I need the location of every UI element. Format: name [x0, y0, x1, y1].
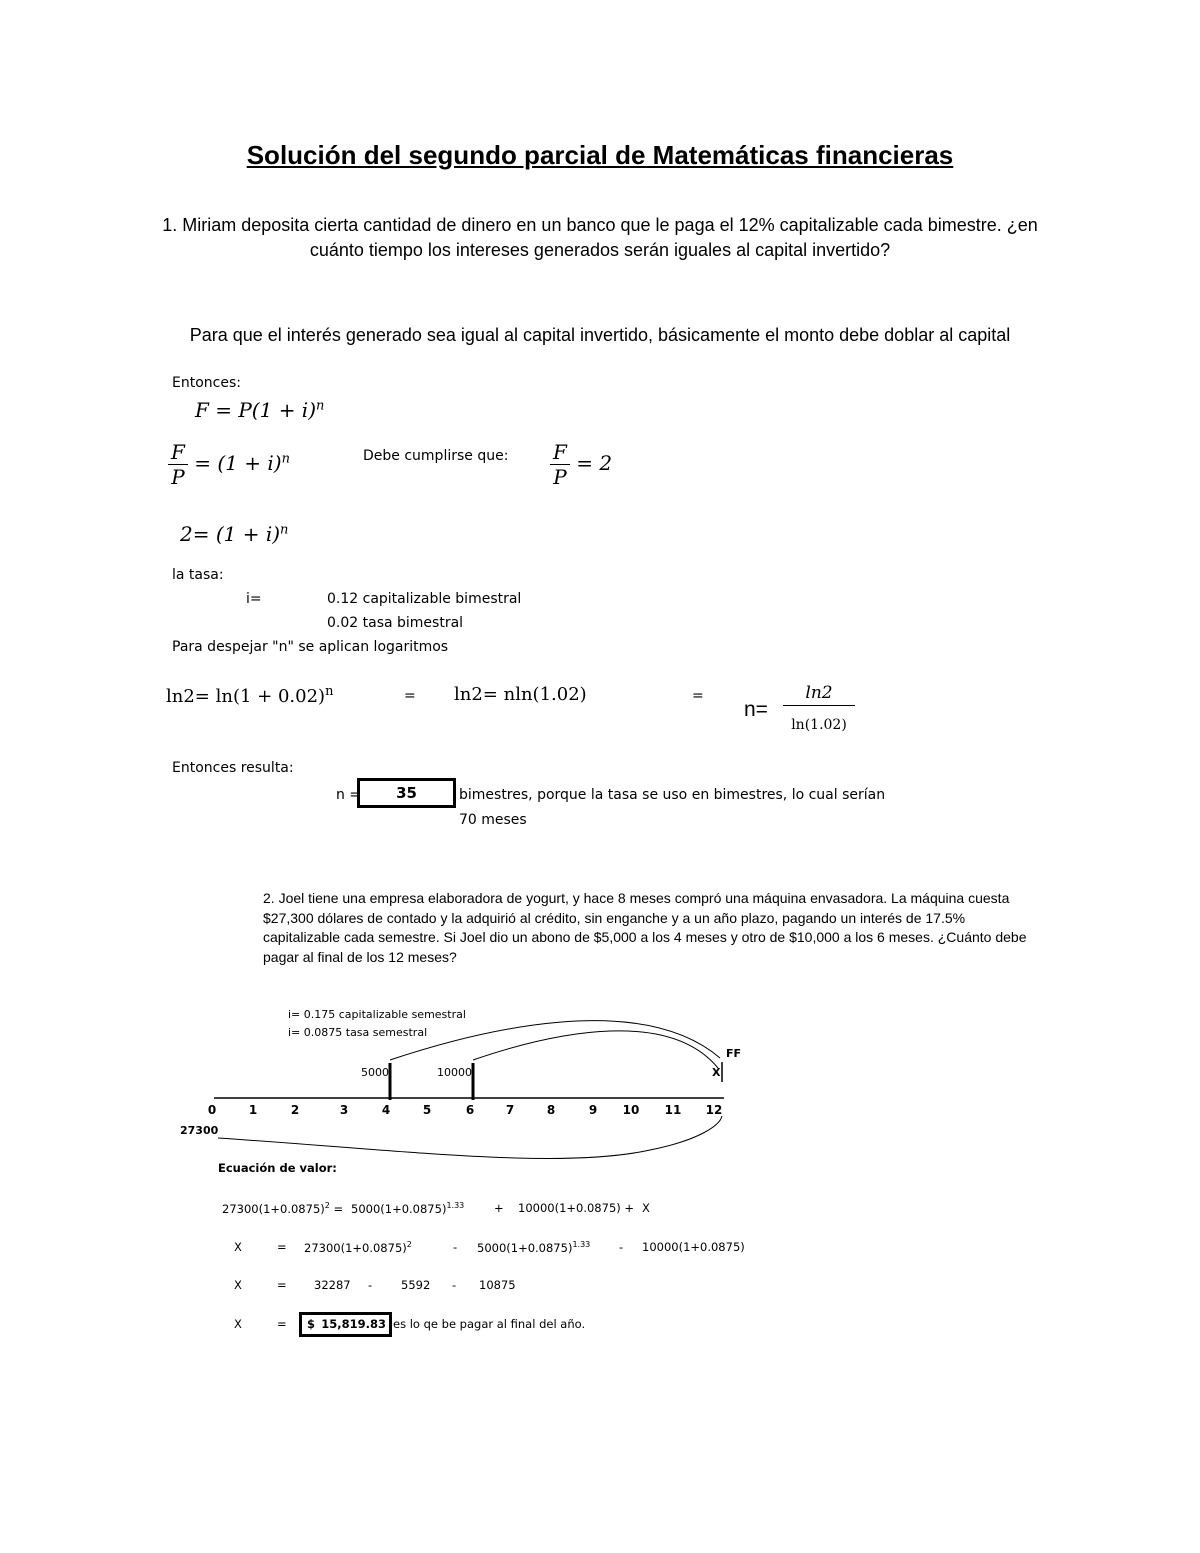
timeline-tick-0: 0 — [207, 1103, 217, 1117]
debe-label: Debe cumplirse que: — [363, 448, 509, 464]
equation-3-value-c: 10875 — [479, 1278, 516, 1292]
ln-equation-2: ln2= nln(1.02) — [454, 684, 587, 705]
equation-1-term-a: $5000(1+0.0875)^{1.33}$ — [351, 1201, 465, 1216]
equation-2-term-a: $27300(1+0.0875)^2$ — [304, 1240, 412, 1255]
equation-3-equals: = — [277, 1278, 287, 1292]
entonces-label: Entonces: — [172, 375, 241, 391]
timeline-tick-7: 7 — [505, 1103, 515, 1117]
n-result-label: n = — [336, 787, 362, 803]
equation-4-x: X — [234, 1317, 242, 1331]
timeline-tick-6: 6 — [465, 1103, 475, 1117]
ecuacion-label: Ecuación de valor: — [218, 1161, 337, 1175]
page-title: Solución del segundo parcial de Matemáticas financieras — [246, 140, 954, 170]
question-1-intro: Para que el interés generado sea igual al capital invertido, básicamente el monto debe doblar al capital — [189, 325, 1011, 345]
x-unknown-label: X — [712, 1066, 721, 1079]
timeline-tick-8: 8 — [546, 1103, 556, 1117]
equation-2-term-b: $5000(1+0.0875)^{1.33}$ — [477, 1240, 591, 1255]
equation-3-value-b: 5592 — [401, 1278, 431, 1292]
debt-arc — [218, 1116, 722, 1158]
equals-sign-2: = — [692, 688, 704, 704]
equation-1-plus: + — [494, 1201, 504, 1215]
final-answer-description: es lo qe be pagar al final del año. — [393, 1317, 586, 1331]
payment-1-label: 5000 — [361, 1066, 389, 1079]
n-fraction-numerator: ln2 — [783, 683, 855, 706]
equation-3-minus-1: - — [368, 1278, 373, 1292]
equation-4-equals: = — [277, 1317, 287, 1331]
payment-6-arc — [473, 1031, 718, 1068]
timeline-tick-5: 5 — [422, 1103, 432, 1117]
rate-line-1: 0.12 capitalizable bimestral — [327, 591, 522, 607]
equals-sign-1: = — [404, 688, 416, 704]
n-equals: n= — [744, 698, 768, 721]
tasa-label: la tasa: — [172, 567, 224, 583]
equation-1-lhs: $27300(1+0.0875)^2$ = — [222, 1201, 344, 1216]
rate-line-2: 0.02 tasa bimestral — [327, 615, 464, 631]
n-result-box: 35 — [357, 778, 456, 808]
equation-3-value-a: 32287 — [314, 1278, 351, 1292]
rate-semestral-1: i= 0.175 capitalizable semestral — [288, 1008, 466, 1021]
ln-equation-1: $\ln 2= \ln(1 + 0.02)^n$ — [166, 684, 334, 707]
formula-ratio-two: $\frac{F}{P}$ = 2 — [550, 440, 612, 489]
question-2-text: 2. Joel tiene una empresa elaboradora de yogurt, y hace 8 meses compró una máquina envasadora. La máquina cuesta $27,300 dólares de contado y la adquirió al crédito, sin enganche y a un año plazo, pagando un interés de 17.5% capitalizable cada semestre. Si Joel dio un abono de $5,000 a los 4 meses y otro de $10,000 a los 6 meses. ¿Cuánto debe pagar al final de los 12 meses? — [263, 890, 1027, 965]
focal-date-label: FF — [726, 1047, 742, 1060]
equation-2-equals: = — [277, 1240, 287, 1254]
n-fraction-denominator: ln(1.02) — [791, 717, 847, 733]
timeline-tick-2: 2 — [290, 1103, 300, 1117]
formula-two: $2= (1 + i)^n$ — [180, 522, 289, 546]
final-answer-box: $ 15,819.83 — [299, 1312, 392, 1337]
timeline-tick-3: 3 — [339, 1103, 349, 1117]
timeline-tick-1: 1 — [248, 1103, 258, 1117]
equation-2-minus-2: - — [619, 1240, 624, 1254]
equation-3-x: X — [234, 1278, 242, 1292]
n-result-description: bimestres, porque la tasa se uso en bimestres, lo cual serían — [459, 787, 886, 803]
months-result: 70 meses — [459, 812, 527, 828]
rate-semestral-2: i= 0.0875 tasa semestral — [288, 1026, 428, 1039]
equation-2-minus-1: - — [453, 1240, 458, 1254]
timeline-tick-11: 11 — [664, 1103, 682, 1117]
timeline-tick-4: 4 — [381, 1103, 391, 1117]
equation-3-minus-2: - — [452, 1278, 457, 1292]
equation-2-term-c: 10000(1+0.0875) — [642, 1240, 745, 1254]
debt-label: 27300 — [180, 1124, 219, 1137]
despejar-label: Para despejar "n" se aplican logaritmos — [172, 639, 449, 655]
timeline-tick-12: 12 — [705, 1103, 723, 1117]
i-label: i= — [246, 591, 262, 607]
timeline-tick-10: 10 — [622, 1103, 640, 1117]
equation-1-term-b: 10000(1+0.0875) + — [518, 1201, 635, 1215]
equation-1-x: X — [642, 1201, 650, 1215]
timeline-tick-9: 9 — [588, 1103, 598, 1117]
formula-ratio: $\frac{F}{P}$ = $(1 + i)^n$ — [168, 440, 290, 489]
payment-2-label: 10000 — [437, 1066, 472, 1079]
question-1-text: 1. Miriam deposita cierta cantidad de dinero en un banco que le paga el 12% capitalizable cada bimestre. ¿en cuánto tiempo los intereses generados serán iguales al capital invertido? — [162, 215, 1038, 260]
payment-4-arc — [390, 1021, 720, 1060]
equation-2-x: X — [234, 1240, 242, 1254]
formula-main: $F = P(1 + i)^n$ — [195, 398, 325, 422]
resulta-label: Entonces resulta: — [172, 760, 294, 776]
